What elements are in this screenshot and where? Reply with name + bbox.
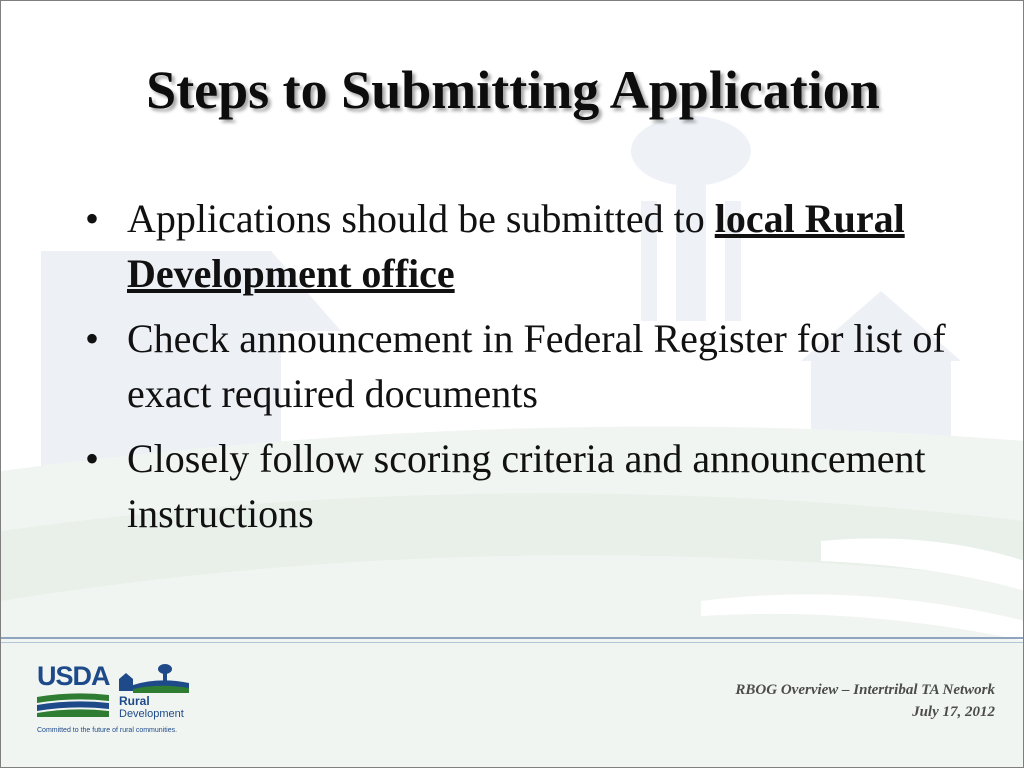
development-label: Development (119, 708, 184, 720)
bullet-item-1 (85, 191, 965, 301)
bullet-symbol: • (85, 316, 100, 361)
bullet-item-2 (85, 311, 965, 421)
footer-date: July 17, 2012 (912, 704, 995, 720)
logo-tagline: Committed to the future of rural communities. (37, 727, 178, 734)
rural-development-wordmark (119, 695, 184, 720)
usda-wordmark: USDA (37, 661, 110, 691)
bullet-symbol: • (85, 436, 100, 481)
footer-caption (735, 679, 995, 723)
water-tower-logo-icon (119, 663, 189, 693)
bullet-list (85, 191, 965, 551)
usda-rural-development-logo (37, 661, 197, 739)
bullet-text: Applications should be submitted to (127, 196, 715, 241)
bullet-symbol: • (85, 196, 100, 241)
bullet-text: Closely follow scoring criteria and announcement instructions (127, 436, 926, 536)
slide-title: Steps to Submitting Application (146, 60, 880, 120)
footer-divider (1, 637, 1024, 639)
bullet-emphasis: local Rural Development office (127, 196, 905, 296)
bullet-text: Check announcement in Federal Register for list of exact required documents (127, 316, 946, 416)
bullet-item-3 (85, 431, 965, 541)
usda-field-stripes-icon (37, 691, 109, 717)
rural-label: Rural (119, 694, 150, 708)
footer-title: RBOG Overview – Intertribal TA Network (735, 682, 995, 698)
footer-divider-thin (1, 642, 1024, 643)
